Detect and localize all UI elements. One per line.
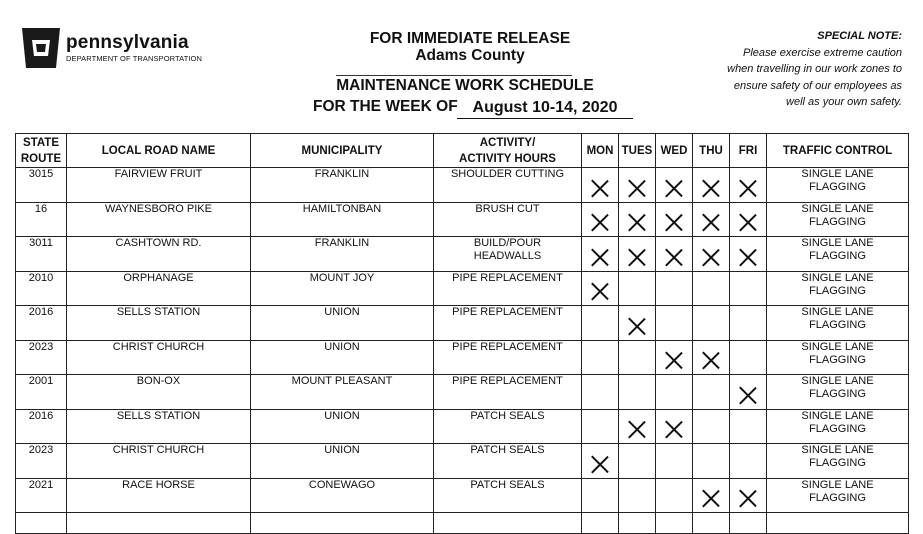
activity-line: PATCH SEALS — [470, 444, 545, 456]
col-road-name: LOCAL ROAD NAME — [67, 134, 251, 168]
x-mark-icon — [591, 179, 609, 197]
org-department: DEPARTMENT OF TRANSPORTATION — [66, 54, 203, 63]
day-cell-tue — [619, 202, 656, 237]
activity-cell — [434, 375, 582, 410]
traffic-line: FLAGGING — [809, 353, 866, 366]
x-mark-icon — [739, 213, 757, 231]
col-traffic-control: TRAFFIC CONTROL — [767, 134, 909, 168]
col-tue: TUES — [619, 134, 656, 168]
day-cell-wed — [656, 202, 693, 237]
traffic-control-cell — [767, 202, 909, 237]
x-mark-icon — [702, 213, 720, 231]
traffic-line: FLAGGING — [809, 388, 866, 400]
activity-cell — [434, 409, 582, 444]
day-cell-fri — [730, 202, 767, 237]
traffic-line: SINGLE LANE — [801, 478, 874, 491]
x-mark-icon — [739, 386, 757, 404]
state-route-cell: 16 — [16, 202, 67, 237]
table-row — [16, 237, 909, 272]
day-cell-wed — [656, 444, 693, 479]
state-route-cell: 2010 — [16, 271, 67, 306]
municipality-cell: UNION — [251, 444, 434, 479]
state-route-cell: 3011 — [16, 237, 67, 272]
activity-cell — [434, 271, 582, 306]
activity-line: PATCH SEALS — [470, 478, 545, 491]
traffic-line: FLAGGING — [809, 457, 866, 469]
table-row — [16, 168, 909, 203]
traffic-line: SINGLE LANE — [801, 202, 874, 215]
municipality-cell: UNION — [251, 306, 434, 341]
empty-cell — [693, 513, 730, 534]
traffic-line: SINGLE LANE — [801, 306, 874, 318]
x-mark-icon — [702, 179, 720, 197]
road-name-cell: SELLS STATION — [67, 409, 251, 444]
table-row — [16, 306, 909, 341]
x-mark-icon — [628, 213, 646, 231]
road-name-cell: CHRIST CHURCH — [67, 340, 251, 375]
day-cell-wed — [656, 409, 693, 444]
empty-cell — [67, 513, 251, 534]
road-name-cell: FAIRVIEW FRUIT — [67, 168, 251, 203]
week-label: FOR THE WEEK OF — [313, 98, 458, 115]
col-wed: WED — [656, 134, 693, 168]
traffic-control-cell — [767, 340, 909, 375]
activity-cell — [434, 340, 582, 375]
activity-line: HEADWALLS — [473, 250, 542, 262]
activity-line: PIPE REPLACEMENT — [452, 271, 563, 284]
day-cell-tue — [619, 237, 656, 272]
day-cell-thu — [693, 375, 730, 410]
municipality-cell: CONEWAGO — [251, 478, 434, 513]
traffic-line: FLAGGING — [809, 284, 866, 297]
traffic-control-cell — [767, 478, 909, 513]
traffic-control-cell — [767, 271, 909, 306]
state-route-cell: 3015 — [16, 168, 67, 203]
state-route-cell: 2016 — [16, 306, 67, 341]
x-mark-icon — [739, 248, 757, 266]
special-note-line: ensure safety of our employees as — [733, 79, 902, 92]
col-state-route: STATE ROUTE — [16, 134, 67, 168]
table-row — [16, 340, 909, 375]
day-cell-thu — [693, 306, 730, 341]
day-cell-fri — [730, 340, 767, 375]
day-cell-mon — [582, 271, 619, 306]
day-cell-tue — [619, 340, 656, 375]
special-note-line: well as your own safety. — [786, 96, 902, 108]
day-cell-fri — [730, 168, 767, 203]
special-note — [692, 28, 902, 111]
county-name: Adams County — [415, 47, 525, 64]
traffic-control-cell — [767, 168, 909, 203]
activity-line: BRUSH CUT — [475, 202, 540, 215]
road-name-cell: CASHTOWN RD. — [67, 237, 251, 272]
road-name-cell: BON-OX — [67, 375, 251, 410]
day-cell-thu — [693, 168, 730, 203]
municipality-cell: MOUNT JOY — [251, 271, 434, 306]
traffic-control-cell — [767, 375, 909, 410]
table-row — [16, 478, 909, 513]
day-cell-thu — [693, 271, 730, 306]
traffic-line: FLAGGING — [809, 319, 866, 331]
activity-cell — [434, 168, 582, 203]
day-cell-thu — [693, 237, 730, 272]
day-cell-wed — [656, 237, 693, 272]
traffic-line: FLAGGING — [809, 250, 866, 262]
day-cell-thu — [693, 202, 730, 237]
activity-line: BUILD/POUR — [473, 237, 542, 249]
municipality-cell: FRANKLIN — [251, 237, 434, 272]
traffic-line: SINGLE LANE — [801, 168, 874, 180]
x-mark-icon — [665, 420, 683, 438]
x-mark-icon — [702, 248, 720, 266]
day-cell-fri — [730, 375, 767, 410]
empty-cell — [16, 513, 67, 534]
municipality-cell: MOUNT PLEASANT — [251, 375, 434, 410]
schedule-title: MAINTENANCE WORK SCHEDULE — [336, 77, 594, 94]
municipality-cell: UNION — [251, 340, 434, 375]
municipality-cell: FRANKLIN — [251, 168, 434, 203]
week-value: August 10-14, 2020 — [457, 99, 633, 119]
activity-cell — [434, 237, 582, 272]
road-name-cell: SELLS STATION — [67, 306, 251, 341]
table-row — [16, 271, 909, 306]
x-mark-icon — [628, 179, 646, 197]
day-cell-thu — [693, 340, 730, 375]
table-row — [16, 409, 909, 444]
x-mark-icon — [702, 351, 720, 369]
day-cell-tue — [619, 409, 656, 444]
empty-cell — [730, 513, 767, 534]
x-mark-icon — [739, 489, 757, 507]
col-activity: ACTIVITY/ ACTIVITY HOURS — [434, 134, 582, 168]
traffic-line: SINGLE LANE — [801, 237, 874, 249]
activity-cell — [434, 478, 582, 513]
day-cell-fri — [730, 444, 767, 479]
traffic-control-cell — [767, 409, 909, 444]
empty-cell — [767, 513, 909, 534]
x-mark-icon — [628, 317, 646, 335]
road-name-cell: ORPHANAGE — [67, 271, 251, 306]
empty-row — [16, 513, 909, 534]
state-route-cell: 2001 — [16, 375, 67, 410]
day-cell-wed — [656, 306, 693, 341]
day-cell-tue — [619, 168, 656, 203]
col-fri: FRI — [730, 134, 767, 168]
activity-line: PIPE REPLACEMENT — [452, 375, 563, 387]
table-row — [16, 444, 909, 479]
traffic-line: SINGLE LANE — [801, 271, 874, 284]
day-cell-mon — [582, 478, 619, 513]
day-cell-fri — [730, 478, 767, 513]
x-mark-icon — [739, 179, 757, 197]
state-route-cell: 2023 — [16, 340, 67, 375]
release-block — [340, 30, 600, 64]
activity-line: SHOULDER CUTTING — [450, 168, 565, 180]
day-cell-wed — [656, 340, 693, 375]
activity-line: PIPE REPLACEMENT — [452, 340, 563, 353]
traffic-line: SINGLE LANE — [801, 409, 874, 422]
x-mark-icon — [591, 282, 609, 300]
day-cell-fri — [730, 306, 767, 341]
org-name: pennsylvania — [66, 32, 189, 53]
keystone-icon — [20, 26, 62, 70]
x-mark-icon — [702, 489, 720, 507]
state-route-cell: 2023 — [16, 444, 67, 479]
col-thu: THU — [693, 134, 730, 168]
col-municipality: MUNICIPALITY — [251, 134, 434, 168]
activity-line: PIPE REPLACEMENT — [452, 306, 563, 318]
day-cell-thu — [693, 444, 730, 479]
day-cell-mon — [582, 444, 619, 479]
x-mark-icon — [628, 420, 646, 438]
header-row — [16, 134, 909, 168]
state-route-cell: 2021 — [16, 478, 67, 513]
day-cell-thu — [693, 409, 730, 444]
day-cell-fri — [730, 271, 767, 306]
day-cell-wed — [656, 375, 693, 410]
empty-cell — [619, 513, 656, 534]
empty-cell — [251, 513, 434, 534]
day-cell-tue — [619, 306, 656, 341]
special-note-line: when travelling in our work zones to — [727, 63, 902, 75]
road-name-cell: RACE HORSE — [67, 478, 251, 513]
traffic-control-cell — [767, 444, 909, 479]
activity-cell — [434, 202, 582, 237]
road-name-cell: WAYNESBORO PIKE — [67, 202, 251, 237]
col-mon: MON — [582, 134, 619, 168]
table-row — [16, 202, 909, 237]
traffic-line: FLAGGING — [809, 422, 866, 435]
title-divider — [336, 75, 572, 76]
traffic-line: SINGLE LANE — [801, 340, 874, 353]
traffic-line: SINGLE LANE — [801, 375, 874, 387]
day-cell-mon — [582, 409, 619, 444]
day-cell-mon — [582, 168, 619, 203]
empty-cell — [656, 513, 693, 534]
day-cell-tue — [619, 444, 656, 479]
day-cell-tue — [619, 478, 656, 513]
day-cell-fri — [730, 409, 767, 444]
x-mark-icon — [591, 455, 609, 473]
day-cell-fri — [730, 237, 767, 272]
day-cell-mon — [582, 202, 619, 237]
penndot-logo — [20, 26, 240, 72]
municipality-cell: HAMILTONBAN — [251, 202, 434, 237]
traffic-line: FLAGGING — [809, 491, 866, 504]
traffic-line: FLAGGING — [809, 215, 866, 228]
activity-cell — [434, 306, 582, 341]
x-mark-icon — [628, 248, 646, 266]
empty-cell — [434, 513, 582, 534]
traffic-line: FLAGGING — [809, 181, 866, 193]
x-mark-icon — [665, 213, 683, 231]
special-note-title: SPECIAL NOTE: — [817, 30, 902, 42]
day-cell-thu — [693, 478, 730, 513]
release-line: FOR IMMEDIATE RELEASE — [369, 30, 571, 47]
empty-cell — [582, 513, 619, 534]
state-route-cell: 2016 — [16, 409, 67, 444]
special-note-line: Please exercise extreme caution — [743, 46, 902, 59]
day-cell-mon — [582, 237, 619, 272]
x-mark-icon — [665, 351, 683, 369]
activity-cell — [434, 444, 582, 479]
day-cell-wed — [656, 271, 693, 306]
x-mark-icon — [591, 248, 609, 266]
day-cell-mon — [582, 340, 619, 375]
day-cell-wed — [656, 478, 693, 513]
day-cell-tue — [619, 375, 656, 410]
traffic-line: SINGLE LANE — [801, 444, 874, 456]
day-cell-mon — [582, 375, 619, 410]
schedule-table — [15, 133, 909, 534]
day-cell-tue — [619, 271, 656, 306]
traffic-control-cell — [767, 237, 909, 272]
municipality-cell: UNION — [251, 409, 434, 444]
table-row — [16, 375, 909, 410]
activity-line: PATCH SEALS — [470, 409, 545, 422]
x-mark-icon — [665, 179, 683, 197]
x-mark-icon — [591, 213, 609, 231]
x-mark-icon — [665, 248, 683, 266]
day-cell-wed — [656, 168, 693, 203]
road-name-cell: CHRIST CHURCH — [67, 444, 251, 479]
day-cell-mon — [582, 306, 619, 341]
traffic-control-cell — [767, 306, 909, 341]
